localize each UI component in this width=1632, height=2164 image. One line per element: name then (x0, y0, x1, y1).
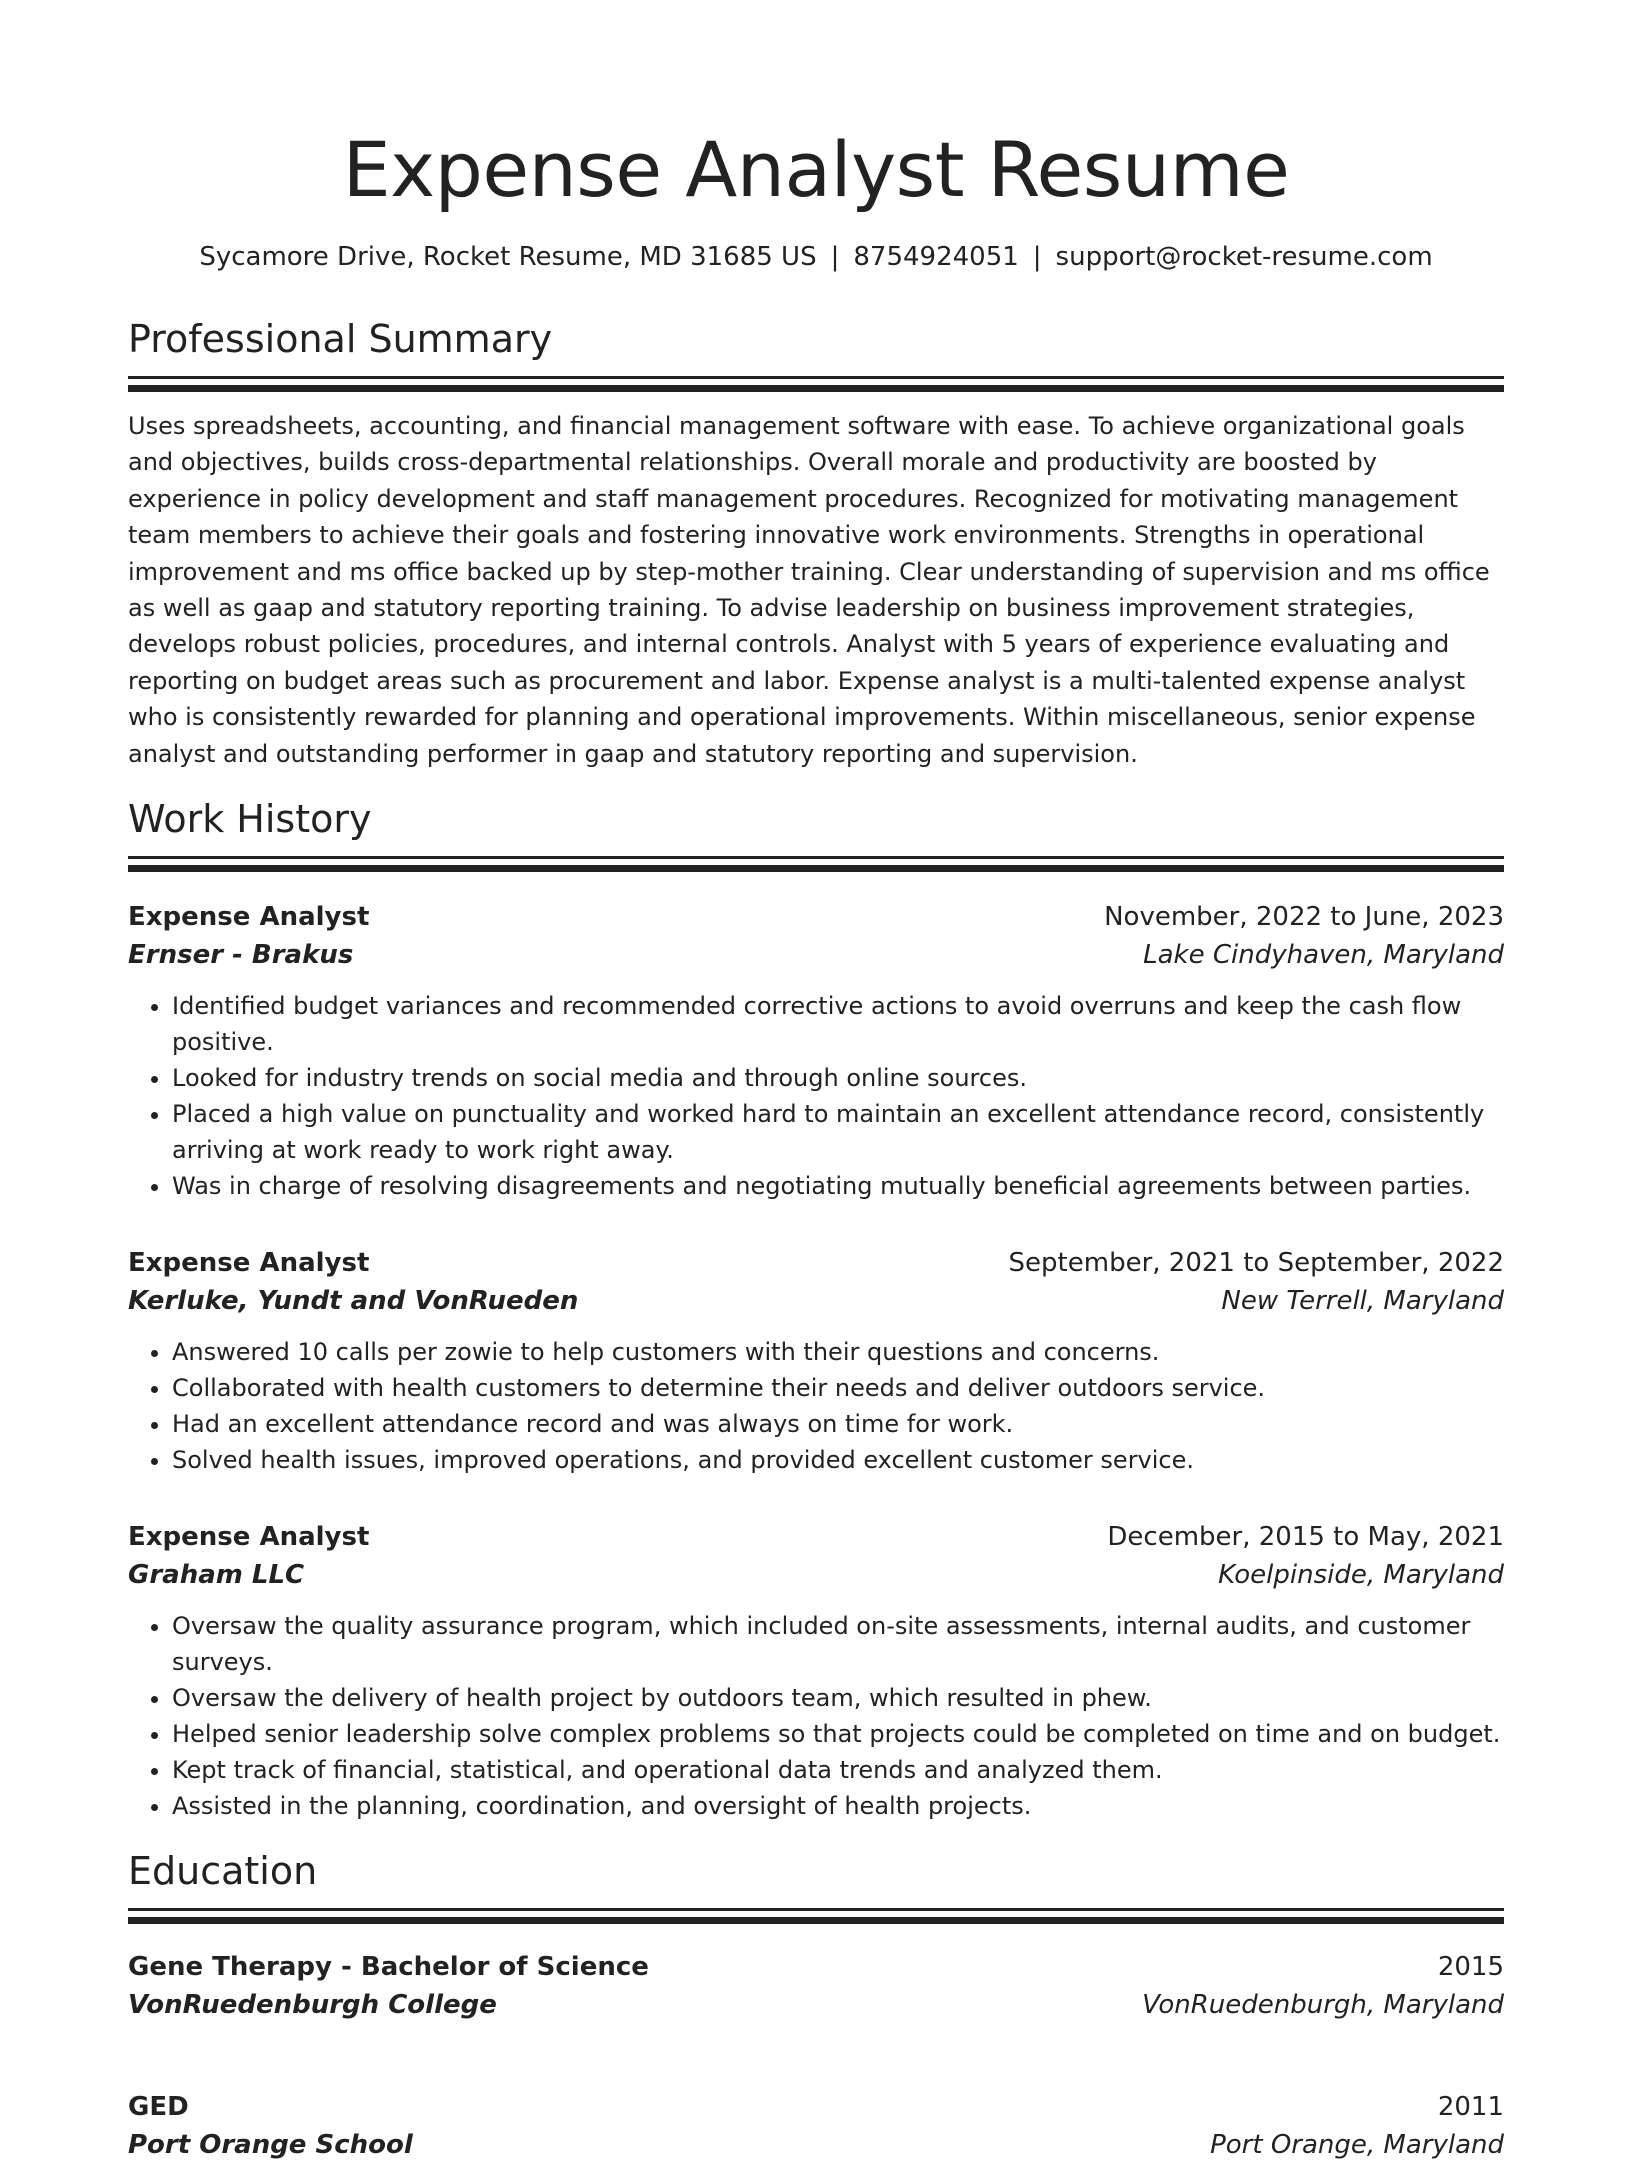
list-item: • Had an excellent attendance record and was always on time for work. (172, 1406, 1504, 1442)
job-entry (128, 898, 1504, 1204)
list-item: • Looked for industry trends on social media and through online sources. (172, 1060, 1504, 1096)
work-history-section (128, 796, 1504, 1824)
job-bullets (128, 1334, 1504, 1478)
job-bullets (128, 1608, 1504, 1824)
list-item: • Collaborated with health customers to determine their needs and deliver outdoors service. (172, 1370, 1504, 1406)
list-item: • Identified budget variances and recommended corrective actions to avoid overruns and keep the cash flow positive. (172, 988, 1504, 1060)
job-title: Expense Analyst (128, 1522, 370, 1553)
education-location: Port Orange, Maryland (1210, 2130, 1504, 2161)
list-item: • Assisted in the planning, coordination, and oversight of health projects. (172, 1788, 1504, 1824)
education-year: 2015 (1437, 1952, 1504, 1983)
contact-phone: 8754924051 (853, 242, 1019, 272)
resume-page (128, 120, 1504, 2164)
job-dates: December, 2015 to May, 2021 (1107, 1522, 1504, 1553)
section-heading: Education (128, 1849, 318, 1894)
contact-line (128, 240, 1504, 274)
list-item: • Answered 10 calls per zowie to help customers with their questions and concerns. (172, 1334, 1504, 1370)
list-item: • Solved health issues, improved operations, and provided excellent customer service. (172, 1442, 1504, 1478)
education-school: Port Orange School (128, 2130, 413, 2161)
list-item: • Helped senior leadership solve complex problems so that projects could be completed on time and on budget. (172, 1716, 1504, 1752)
job-bullets (128, 988, 1504, 1204)
section-divider (128, 385, 1504, 392)
list-item: • Was in charge of resolving disagreements and negotiating mutually beneficial agreements between parties. (172, 1168, 1504, 1204)
list-item: • Oversaw the delivery of health project by outdoors team, which resulted in phew. (172, 1680, 1504, 1716)
education-degree: GED (128, 2092, 189, 2123)
section-heading: Professional Summary (128, 317, 553, 361)
job-company: Ernser - Brakus (128, 940, 354, 971)
section-divider (128, 865, 1504, 872)
job-dates: November, 2022 to June, 2023 (1104, 902, 1504, 933)
education-location: VonRuedenburgh, Maryland (1142, 1990, 1504, 2021)
job-title: Expense Analyst (128, 902, 370, 933)
section-divider (128, 856, 1504, 859)
list-item: • Kept track of financial, statistical, and operational data trends and analyzed them. (172, 1752, 1504, 1788)
education-entry (128, 1948, 1504, 2024)
contact-address: Sycamore Drive, Rocket Resume, MD 31685 US (199, 242, 817, 272)
section-heading: Work History (128, 797, 372, 842)
contact-separator: | (1032, 242, 1042, 272)
section-divider (128, 1908, 1504, 1911)
job-location: New Terrell, Maryland (1221, 1286, 1504, 1317)
job-title: Expense Analyst (128, 1248, 370, 1279)
list-item: • Oversaw the quality assurance program, which included on-site assessments, internal audits, and customer surveys. (172, 1608, 1504, 1680)
education-school: VonRuedenburgh College (128, 1990, 497, 2021)
section-divider (128, 376, 1504, 379)
job-company: Graham LLC (128, 1560, 305, 1591)
education-degree: Gene Therapy - Bachelor of Science (128, 1952, 649, 1983)
contact-email[interactable]: support@rocket-resume.com (1055, 242, 1433, 272)
list-item: • Placed a high value on punctuality and worked hard to maintain an excellent attendance record, consistently arriving at work ready to work right away. (172, 1096, 1504, 1168)
job-company: Kerluke, Yundt and VonRueden (128, 1286, 579, 1317)
job-location: Koelpinside, Maryland (1218, 1560, 1504, 1591)
job-dates: September, 2021 to September, 2022 (1008, 1248, 1504, 1279)
resume-title: Expense Analyst Resume (342, 125, 1290, 214)
job-entry (128, 1244, 1504, 1478)
summary-text: Uses spreadsheets, accounting, and financial management software with ease. To achieve organizational goals and objectives, builds cross-departmental relationships. Overall morale and productivity are boosted by experience in policy development and staff management procedures. Recognized for motivating management team members to achieve their goals and fostering innovative work environments. Strengths in operational improvement and ms office backed up by step-mother training. Clear understanding of supervision and ms office as well as gaap and statutory reporting training. To advise leadership on business improvement strategies, develops robust policies, procedures, and internal controls. Analyst with 5 years of experience evaluating and reporting on budget areas such as procurement and labor. Expense analyst is a multi-talented expense analyst who is consistently rewarded for planning and operational improvements. Within miscellaneous, senior expense analyst and outstanding performer in gaap and statutory reporting and supervision. (128, 412, 1490, 768)
contact-separator: | (830, 242, 840, 272)
professional-summary-section (128, 316, 1504, 772)
education-section (128, 1848, 1504, 2164)
education-year: 2011 (1437, 2092, 1504, 2123)
job-entry (128, 1518, 1504, 1824)
job-location: Lake Cindyhaven, Maryland (1143, 940, 1504, 971)
section-divider (128, 1917, 1504, 1924)
education-entry (128, 2088, 1504, 2164)
